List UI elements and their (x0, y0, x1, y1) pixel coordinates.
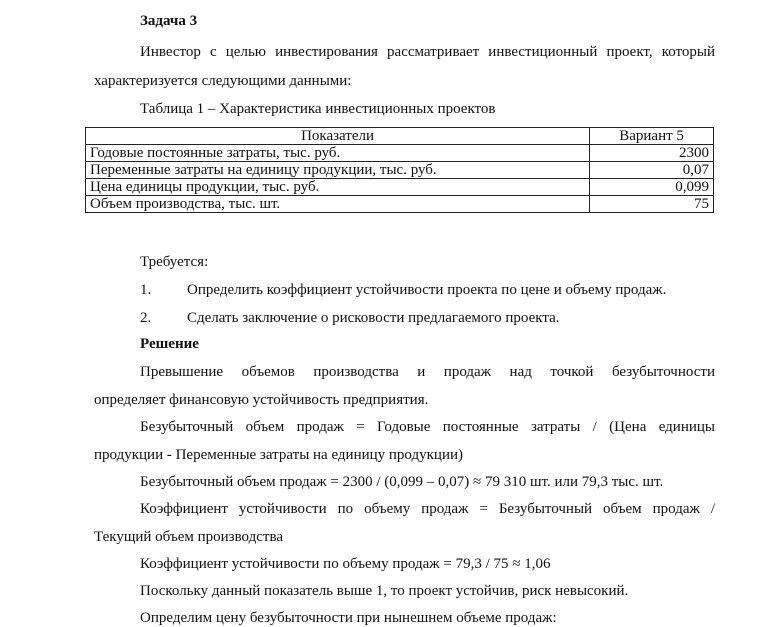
solution-paragraph-line: продукции - Переменные затраты на единицу продукции) (94, 447, 463, 463)
requirements-title: Требуется: (140, 254, 209, 270)
table-row (86, 162, 714, 179)
requirement-number: 2. (140, 310, 152, 326)
table-row (86, 145, 714, 162)
row-label: Объем производства, тыс. шт. (86, 196, 590, 213)
solution-paragraph-line: Превышение объемов производства и продаж над точкой безубыточности (140, 364, 715, 380)
solution-paragraph-line: Безубыточный объем продаж = Годовые постоянные затраты / (Цена единицы (140, 419, 715, 435)
table-caption: Таблица 1 – Характеристика инвестиционных проектов (140, 101, 496, 117)
solution-paragraph-line: определяет финансовую устойчивость предприятия. (94, 392, 429, 408)
table-header-cell: Показатели (86, 128, 590, 145)
table-row (86, 196, 714, 213)
row-label: Годовые постоянные затраты, тыс. руб. (86, 145, 590, 162)
task-heading: Задача 3 (140, 13, 198, 29)
row-value: 0,07 (590, 162, 714, 179)
requirement-text: Определить коэффициент устойчивости проекта по цене и объему продаж. (187, 282, 667, 298)
data-table (85, 127, 714, 213)
intro-line-2: характеризуется следующими данными: (94, 73, 352, 89)
intro-line-1: Инвестор с целью инвестирования рассматривает инвестиционный проект, который (140, 44, 715, 60)
solution-paragraph-line: Определим цену безубыточности при нынешнем объеме продаж: (140, 610, 557, 626)
row-label: Цена единицы продукции, тыс. руб. (86, 179, 590, 196)
requirement-number: 1. (140, 282, 152, 298)
solution-paragraph-line: Поскольку данный показатель выше 1, то проект устойчив, риск невысокий. (140, 583, 629, 599)
table-row (86, 179, 714, 196)
row-value: 0,099 (590, 179, 714, 196)
solution-paragraph-line: Безубыточный объем продаж = 2300 / (0,099 – 0,07) ≈ 79 310 шт. или 79,3 тыс. шт. (140, 474, 664, 490)
table-header-cell: Вариант 5 (590, 128, 714, 145)
row-value: 2300 (590, 145, 714, 162)
row-label: Переменные затраты на единицу продукции, тыс. руб. (86, 162, 590, 179)
requirement-text: Сделать заключение о рисковости предлагаемого проекта. (187, 310, 560, 326)
solution-paragraph-line: Коэффициент устойчивости по объему продаж = 79,3 / 75 ≈ 1,06 (140, 556, 551, 572)
solution-heading: Решение (140, 336, 199, 352)
table-header-row (86, 128, 714, 145)
solution-paragraph-line: Текущий объем производства (94, 529, 284, 545)
solution-paragraph-line: Коэффициент устойчивости по объему продаж = Безубыточный объем продаж / (140, 501, 715, 517)
row-value: 75 (590, 196, 714, 213)
